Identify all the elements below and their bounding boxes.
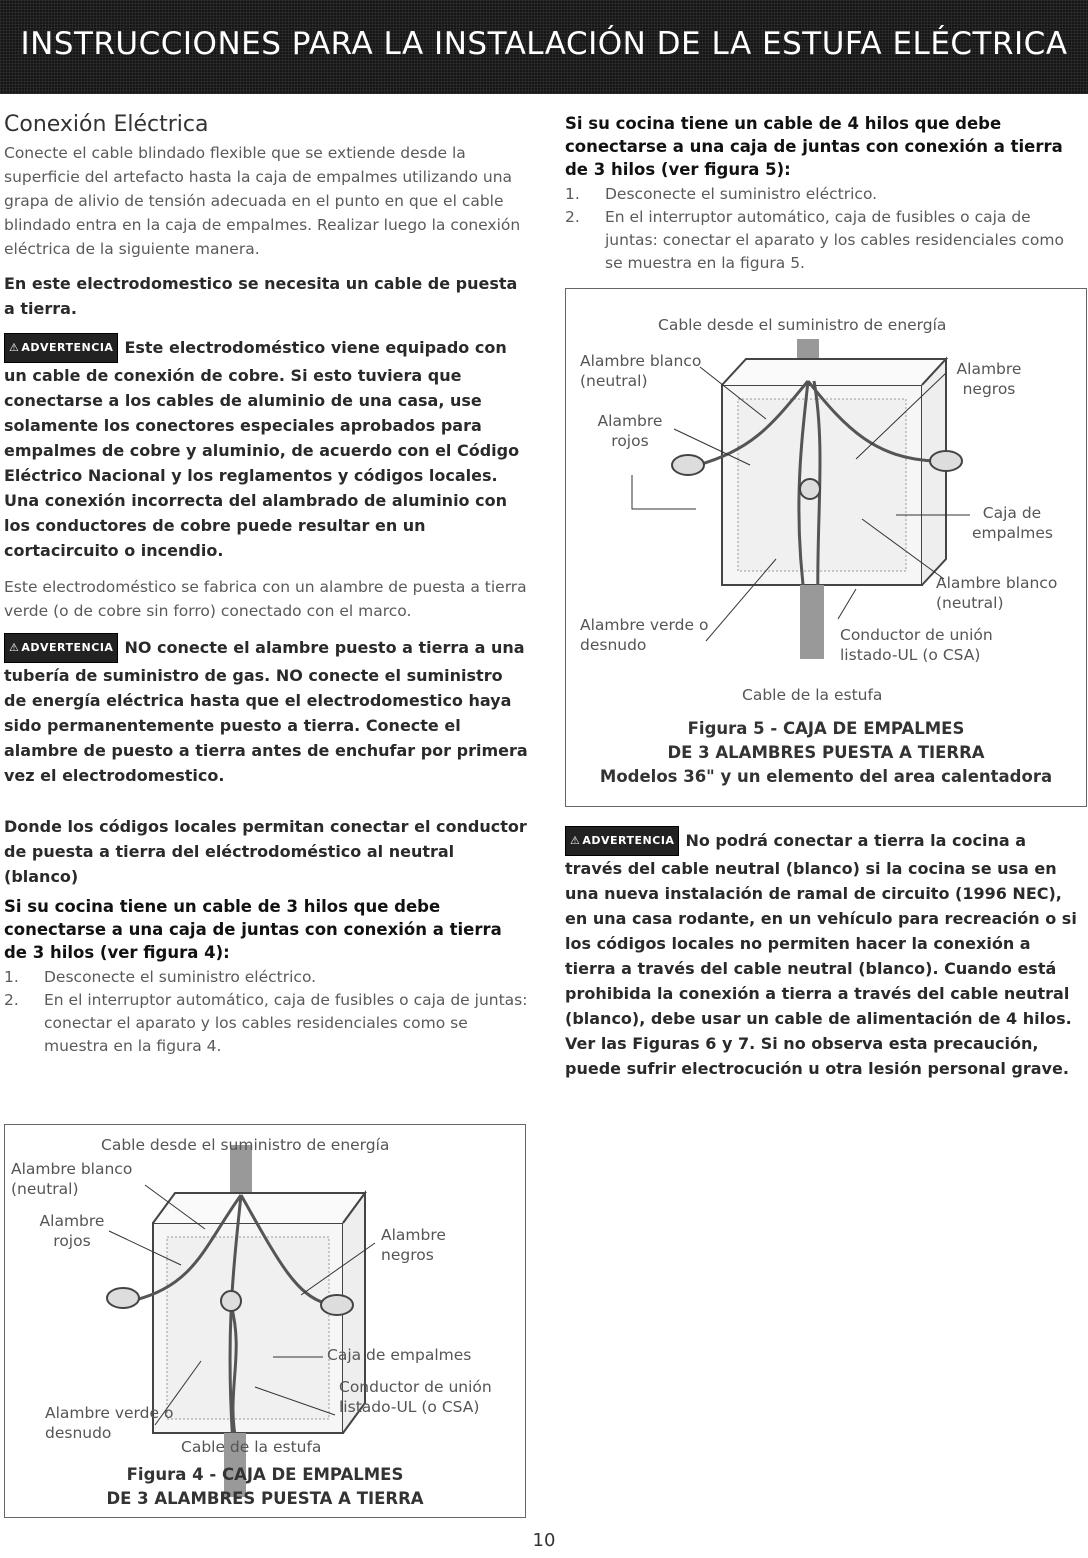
fig4-cable-top-label: Cable desde el suministro de energía: [101, 1136, 390, 1154]
warning-badge-label: ADVERTENCIA: [582, 834, 675, 847]
step-text: En el interruptor automático, caja de fusibles o caja de juntas: conectar el aparato y los cables residenciales como se muestra en la figura 5.: [605, 208, 1064, 272]
intro-paragraph: Conecte el cable blindado flexible que se extiende desde la superficie del artefacto hasta la caja de empalmes utilizando una grapa de alivio de tensión adecuada en el punto en que el cable blindado entra en la caja de empalmes. Realizar luego la conexión eléctrica de la siguiente manera.: [4, 144, 521, 258]
fig4-caption-line2: DE 3 ALAMBRES PUESTA A TIERRA: [106, 1489, 424, 1508]
fig5-caption-line1: Figura 5 - CAJA DE EMPALMES: [687, 719, 965, 738]
fig5-cable-top-label: Cable desde el suministro de energía: [658, 316, 947, 334]
right-column: [565, 112, 1085, 283]
warning-badge-label: ADVERTENCIA: [21, 641, 114, 654]
fig4-black-wires-label: Alambre negros: [381, 1226, 446, 1264]
figure-5: [565, 288, 1087, 807]
fig4-junction-box-label: Caja de empalmes: [327, 1346, 472, 1364]
list-item: [4, 966, 528, 989]
warning-triangle-icon: ⚠: [9, 341, 20, 354]
fig5-connector-label: Conductor de unión listado-UL (o CSA): [840, 626, 993, 664]
four-wire-heading: Si su cocina tiene un cable de 4 hilos que debe conectarse a una caja de juntas con conexión a tierra de 3 hilos (ver figura 5):: [565, 114, 1063, 179]
right-warning-block: [565, 826, 1085, 1093]
fig4-caption-line1: Figura 4 - CAJA DE EMPALMES: [126, 1465, 404, 1484]
step-number: 1.: [565, 185, 580, 203]
warning-triangle-icon: ⚠: [9, 641, 20, 654]
list-item: [565, 206, 1085, 275]
step-text: En el interruptor automático, caja de fusibles o caja de juntas: conectar el aparato y los cables residenciales como se muestra en la figura 4.: [44, 991, 528, 1055]
warning-gas: [4, 633, 528, 788]
page-number: 10: [532, 1530, 556, 1551]
fig4-red-wires-label: Alambre rojos: [39, 1212, 105, 1250]
local-codes-note: Donde los códigos locales permitan conectar el conductor de puesta a tierra del eléctrodoméstico al neutral (blanco): [4, 817, 527, 886]
step-text: Desconecte el suministro eléctrico.: [605, 185, 878, 203]
list-item: [4, 989, 528, 1058]
warning-badge: [4, 333, 118, 363]
fig5-white-wire-label: Alambre blanco (neutral): [580, 352, 702, 390]
warning-neutral-text: No podrá conectar a tierra la cocina a través del cable neutral (blanco) si la cocina se usa en una nueva instalación de ramal de circuito (1996 NEC), en una casa rodante, en un vehículo para recreación o si los códigos locales no permiten hacer la conexión a tierra a través del cable neutral (blanco). Cuando está prohibida la conexión a tierra a través del cable neutral (blanco), debe usar un cable de alimentación de 4 hilos. Ver las Figuras 6 y 7. Si no observa esta precaución, puede sufrir electrocución u otra lesión personal grave.: [565, 831, 1077, 1078]
fig5-green-wire-label: Alambre verde o desnudo: [580, 616, 709, 654]
four-wire-steps: [565, 183, 1085, 275]
fig4-white-wire-label: Alambre blanco (neutral): [11, 1160, 133, 1198]
ground-note: En este electrodomestico se necesita un cable de puesta a tierra.: [4, 274, 518, 318]
list-item: [565, 183, 1085, 206]
warning-gas-text: NO conecte el alambre puesto a tierra a una tubería de suministro de gas. NO conecte el suministro de energía eléctrica hasta que el electrodomestico haya sido permanentemente puesto a tierra. Conecte el alambre de puesto a tierra antes de enchufar por primera vez el electrodomestico.: [4, 638, 528, 785]
left-column: [4, 112, 528, 1066]
header-banner: [0, 0, 1088, 94]
fig5-junction-box-label: Caja de empalmes: [972, 504, 1053, 542]
step-number: 2.: [565, 208, 580, 226]
warning-badge: [565, 826, 679, 856]
fig5-caption-line3: Modelos 36" y un elemento del area calentadora: [599, 767, 1053, 786]
section-title: Conexión Eléctrica: [4, 112, 209, 137]
warning-triangle-icon: ⚠: [570, 834, 581, 847]
warning-copper-text: Este electrodoméstico viene equipado con un cable de conexión de cobre. Si esto tuviera que conectarse a los cables de aluminio de una casa, use solamente los conectores especiales aprobados para empalmes de cobre y aluminio, de acuerdo con el Código Eléctrico Nacional y los reglamentos y códigos locales. Una conexión incorrecta del alambrado de aluminio con los conductores de cobre puede resultar en un cortacircuito o incendio.: [4, 338, 520, 560]
fig5-cable-bottom-label: Cable de la estufa: [742, 686, 883, 704]
fig5-caption-line2: DE 3 ALAMBRES PUESTA A TIERRA: [667, 743, 985, 762]
figure-4: [4, 1124, 526, 1518]
step-number: 1.: [4, 968, 19, 986]
fig5-red-wires-label: Alambre rojos: [597, 412, 663, 450]
step-number: 2.: [4, 991, 19, 1009]
warning-neutral: [565, 826, 1085, 1081]
three-wire-steps: [4, 966, 528, 1058]
warning-badge-label: ADVERTENCIA: [21, 341, 114, 354]
manufactured-note: Este electrodoméstico se fabrica con un alambre de puesta a tierra verde (o de cobre sin forro) conectado con el marco.: [4, 578, 527, 620]
fig4-connector-label: Conductor de unión listado-UL (o CSA): [339, 1378, 492, 1416]
warning-copper: [4, 333, 528, 563]
three-wire-heading: Si su cocina tiene un cable de 3 hilos que debe conectarse a una caja de juntas con conexión a tierra de 3 hilos (ver figura 4):: [4, 897, 502, 962]
fig5-white-wire2-label: Alambre blanco (neutral): [936, 574, 1058, 612]
warning-badge: [4, 633, 118, 663]
page-title: INSTRUCCIONES PARA LA INSTALACIÓN DE LA ESTUFA ELÉCTRICA: [20, 26, 1068, 62]
step-text: Desconecte el suministro eléctrico.: [44, 968, 317, 986]
fig5-black-wires-label: Alambre negros: [956, 360, 1022, 398]
fig4-green-wire-label: Alambre verde o desnudo: [45, 1404, 174, 1442]
fig4-cable-bottom-label: Cable de la estufa: [181, 1438, 322, 1456]
